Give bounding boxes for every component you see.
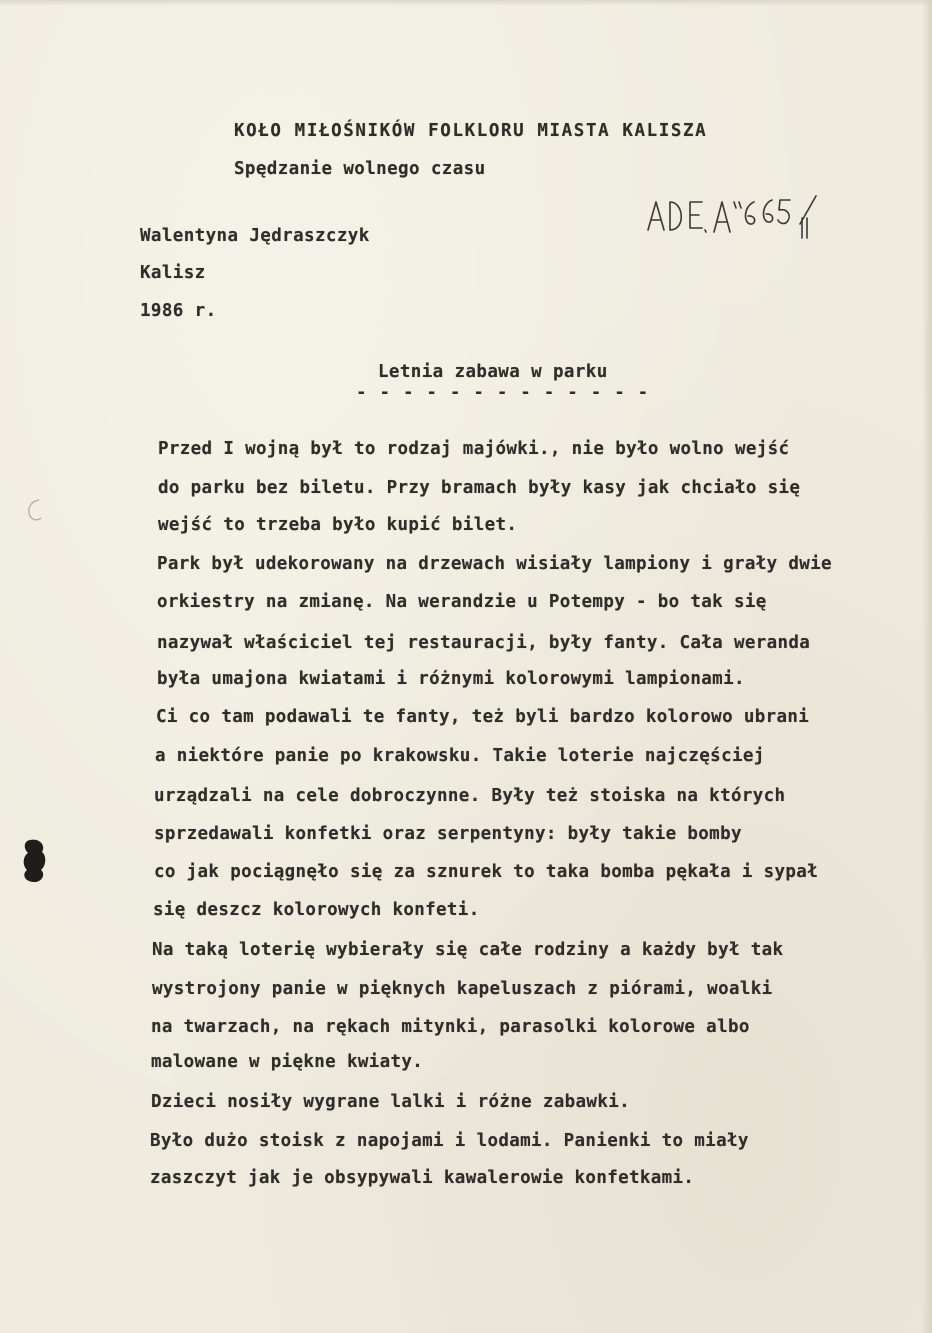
text-line: Było dużo stoisk z napojami i lodami. Panienki to miały: [150, 1131, 749, 1151]
document-subject: Spędzanie wolnego czasu: [234, 159, 486, 179]
text-line: do parku bez biletu. Przy bramach były kasy jak chciało się: [158, 478, 801, 498]
text-line: a niektóre panie po krakowsku. Takie loterie najczęściej: [155, 746, 765, 766]
text-line: Przed I wojną był to rodzaj majówki., nie było wolno wejść: [158, 439, 790, 459]
text-line: zaszczyt jak je obsypywali kawalerowie konfetkami.: [150, 1168, 695, 1188]
text-line: sprzedawali konfetki oraz serpentyny: były takie bomby: [154, 824, 742, 844]
text-line: wystrojony panie w pięknych kapeluszach z piórami, woalki: [152, 979, 773, 999]
text-line: Na taką loterię wybierały się całe rodziny a każdy był tak: [152, 940, 784, 960]
text-line: się deszcz kolorowych konfeti.: [153, 900, 480, 920]
paper-edge-right: [922, 0, 932, 1333]
text-line: była umajona kwiatami i różnymi kolorowymi lampionami.: [157, 669, 745, 689]
text-line: co jak pociągnęło się za sznurek to taka bomba pękała i sypał: [154, 862, 819, 882]
paper-edge-top: [0, 0, 932, 6]
text-line: malowane w piękne kwiaty.: [151, 1052, 424, 1072]
text-line: orkiestry na zmianę. Na werandzie u Potempy - bo tak się: [157, 592, 767, 612]
text-line: wejść to trzeba było kupić bilet.: [158, 515, 518, 535]
text-line: nazywał właściciel tej restauracji, były fanty. Cała weranda: [157, 633, 811, 653]
story-title: Letnia zabawa w parku: [378, 362, 608, 382]
text-line: urządzali na cele dobroczynne. Były też stoiska na których: [154, 786, 786, 806]
paper-punch-mark: [24, 498, 46, 522]
text-line: Park był udekorowany na drzewach wisiały lampiony i grały dwie: [157, 554, 832, 574]
document-year: 1986 r.: [140, 301, 217, 321]
text-line: na twarzach, na rękach mitynki, parasolki kolorowe albo: [151, 1017, 750, 1037]
text-line: Dzieci nosiły wygrane lalki i różne zabawki.: [151, 1092, 630, 1112]
author-city: Kalisz: [140, 263, 206, 283]
author-name: Walentyna Jędraszczyk: [140, 226, 370, 246]
handwritten-archive-mark: [644, 188, 824, 260]
organization-heading: KOŁO MIŁOŚNIKÓW FOLKLORU MIASTA KALISZA: [234, 121, 708, 141]
ink-blot: [20, 838, 48, 884]
text-line: Ci co tam podawali te fanty, też byli bardzo kolorowo ubrani: [156, 707, 810, 727]
title-underline: - - - - - - - - - - - - -: [356, 383, 650, 403]
